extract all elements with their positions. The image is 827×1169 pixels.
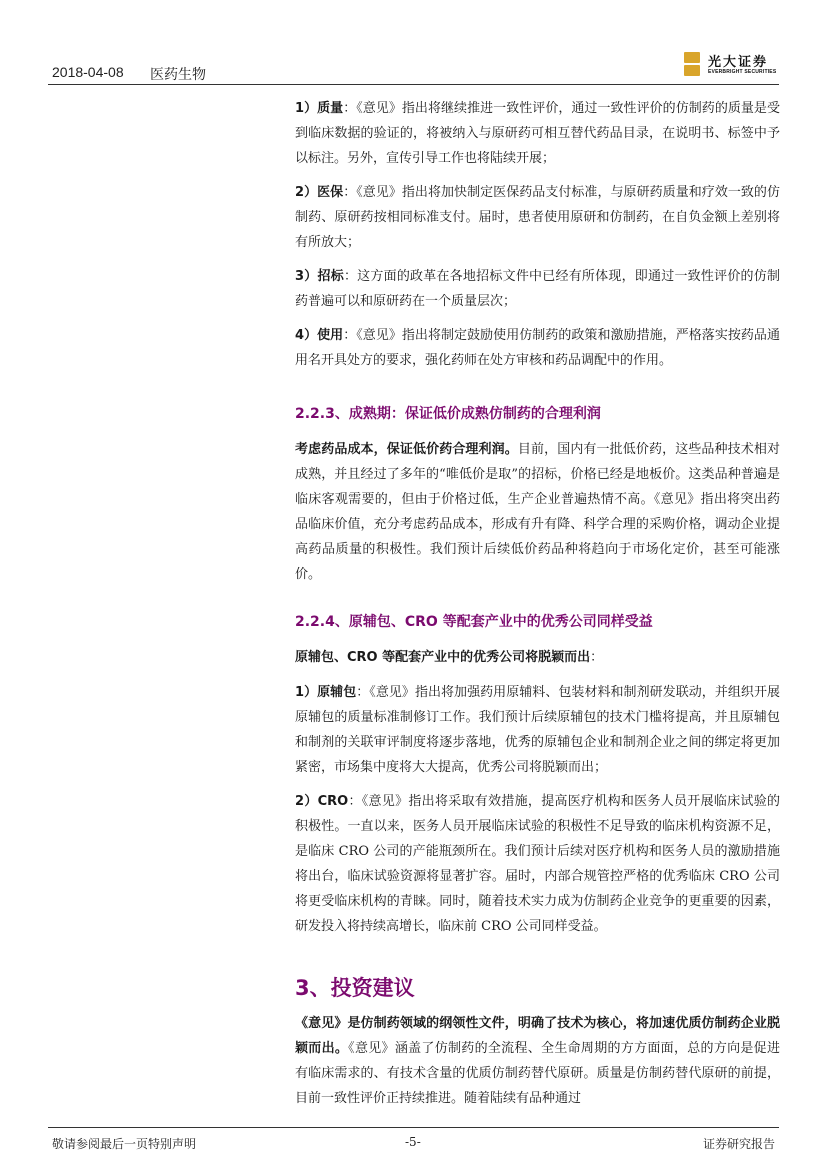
footer-rule (48, 1127, 779, 1128)
report-type-label: 证券研究报告 (703, 1137, 776, 1151)
paragraph-body: 目前，国内有一批低价药，这些品种技术相对成熟，并且经过了多年的“唯低价是取”的招标，价格已经是地板价。这类品种普遍是临床客观需要的，但由于价格过低，生产企业普遍热情不高。《意见》指出将突出药品临床价值，充分考虑药品成本，形成有升有降、科学合理的采购价格，调动企业提高药品质量的积极性。我们预计后续低价药品种将趋向于市场化定价，甚至可能涨价。 (295, 442, 780, 582)
paragraph-lead: 原辅包、CRO 等配套产业中的优秀公司将脱颖而出 (295, 650, 591, 665)
item-number: 1） (295, 685, 318, 700)
section-paragraph (295, 437, 780, 587)
logo-english-text: EVERBRIGHT SECURITIES (708, 69, 777, 75)
report-date: 2018-04-08 (52, 64, 124, 80)
item-text: ：《意见》指出将采取有效措施，提高医疗机构和医务人员开展临床试验的积极性。一直以来，医务人员开展临床试验的积极性不足导致的临床机构资源不足，是临床 CRO 公司的产能瓶颈所在。我们预计后续对医疗机构和医务人员的激励措施将出台，临床试验资源将显著扩容。届时，内部合规管控严格的优秀临床 CRO 公司将更受临床机构的青睐。同时，随着技术实力成为仿制药企业竞争的更重要的因素，研发投入将持续高增长，临床前 CRO 公司同样受益。 (295, 794, 780, 934)
list-item (295, 264, 780, 314)
item-term: 质量 (317, 101, 344, 116)
item-term: 使用 (317, 328, 344, 343)
disclaimer-note: 敬请参阅最后一页特别声明 (52, 1137, 197, 1151)
item-term: 原辅包 (317, 685, 357, 700)
main-content (295, 96, 780, 1111)
paragraph-lead: 考虑药品成本，保证低价药合理利润。 (295, 442, 518, 457)
item-number: 3） (295, 269, 318, 284)
section-lead-line (295, 645, 780, 670)
item-number: 2） (295, 794, 318, 809)
company-logo (684, 50, 784, 80)
item-term: 医保 (317, 185, 344, 200)
section-heading-2-2-3: 2.2.3、成熟期：保证低价成熟仿制药的合理利润 (295, 406, 601, 422)
list-item (295, 180, 780, 255)
item-text: ：《意见》指出将加快制定医保药品支付标准，与原研药质量和疗效一致的仿制药、原研药按相同标准支付。届时，患者使用原研和仿制药，在自负金额上差别将有所放大； (295, 185, 780, 250)
page-number: -5- (405, 1135, 421, 1149)
paragraph-body: 《意见》涵盖了仿制药的全流程、全生命周期的方方面面，总的方向是促进有临床需求的、有技术含量的优质仿制药替代原研。质量是仿制药替代原研的前提，目前一致性评价正持续推进。随着陆续有品种通过 (295, 1041, 780, 1106)
industry-label: 医药生物 (150, 66, 206, 82)
section-heading-2-2-4: 2.2.4、原辅包、CRO 等配套产业中的优秀公司同样受益 (295, 614, 653, 630)
logo-mark-icon (684, 52, 700, 76)
lead-colon: ： (590, 650, 604, 665)
item-term: CRO (317, 794, 349, 809)
item-number: 2） (295, 185, 318, 200)
section-paragraph (295, 1011, 780, 1111)
list-item (295, 323, 780, 373)
item-term: 招标 (317, 269, 344, 284)
item-text: ：这方面的政革在各地招标文件中已经有所体现，即通过一致性评价的仿制药普遍可以和原研药在一个质量层次； (295, 269, 780, 309)
list-item (295, 789, 780, 939)
list-item (295, 96, 780, 171)
item-text: ：《意见》指出将加强药用原辅料、包装材料和制剂研发联动，并组织开展原辅包的质量标准制修订工作。我们预计后续原辅包的技术门槛将提高，并且原辅包和制剂的关联审评制度将逐步落地，优秀的原辅包企业和制剂企业之间的绑定将更加紧密，市场集中度将大大提高，优秀公司将脱颖而出； (295, 685, 780, 775)
list-item (295, 680, 780, 780)
item-number: 4） (295, 328, 318, 343)
item-number: 1） (295, 101, 318, 116)
item-text: ：《意见》指出将制定鼓励使用仿制药的政策和激励措施，严格落实按药品通用名开具处方的要求，强化药师在处方审核和药品调配中的作用。 (295, 328, 780, 368)
item-text: ：《意见》指出将继续推进一致性评价，通过一致性评价的仿制药的质量是受到临床数据的验证的，将被纳入与原研药可相互替代药品目录，在说明书、标签中予以标注。另外，宣传引导工作也将陆续开展； (295, 101, 780, 166)
logo-chinese-text: 光大证券 (708, 55, 769, 70)
header-rule (48, 84, 779, 85)
section-heading-3: 3、投资建议 (295, 976, 415, 1000)
paragraph-lead: 《意见》是仿制药领域的纲领性文件，明确了技术为核心，将加速优质仿制药企业脱颖而出。 (295, 1016, 780, 1056)
